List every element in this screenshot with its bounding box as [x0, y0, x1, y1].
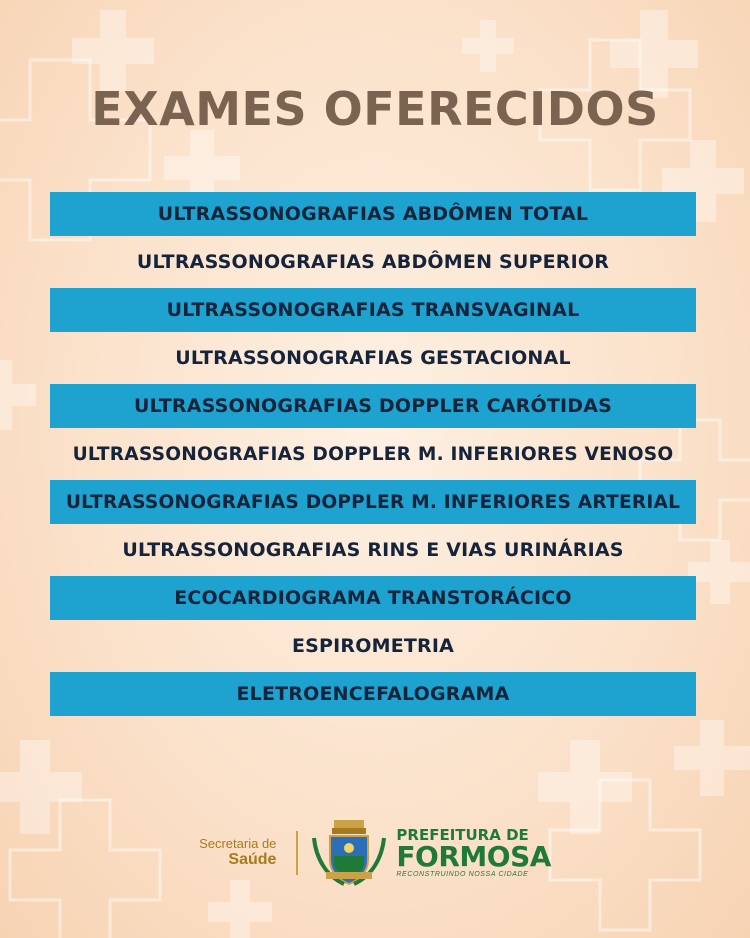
exam-item: ULTRASSONOGRAFIAS RINS E VIAS URINÁRIAS	[122, 539, 624, 561]
exam-item: ULTRASSONOGRAFIAS ABDÔMEN SUPERIOR	[136, 251, 610, 273]
footer-logos	[0, 818, 750, 888]
exam-item: ULTRASSONOGRAFIAS GESTACIONAL	[175, 347, 571, 369]
exam-item: ULTRASSONOGRAFIAS DOPPLER CARÓTIDAS	[50, 384, 696, 428]
exam-item: ULTRASSONOGRAFIAS DOPPLER M. INFERIORES ARTERIAL	[50, 480, 696, 524]
prefeitura-line1: PREFEITURA DE	[396, 826, 529, 844]
secretaria-line2: Saúde	[228, 851, 277, 869]
prefeitura-line2: FORMOSA	[396, 840, 551, 873]
exam-item: ECOCARDIOGRAMA TRANSTORÁCICO	[50, 576, 696, 620]
exam-list	[50, 192, 696, 720]
prefeitura-logo	[396, 828, 551, 878]
secretaria-line1: Secretaria de	[199, 836, 277, 852]
exam-item: ESPIROMETRIA	[291, 635, 455, 657]
exam-item: ULTRASSONOGRAFIAS DOPPLER M. INFERIORES VENOSO	[72, 443, 674, 465]
exam-item: ULTRASSONOGRAFIAS ABDÔMEN TOTAL	[50, 192, 696, 236]
prefeitura-slogan: RECONSTRUINDO NOSSA CIDADE	[396, 871, 529, 878]
exam-item: ULTRASSONOGRAFIAS TRANSVAGINAL	[50, 288, 696, 332]
exam-item: ELETROENCEFALOGRAMA	[50, 672, 696, 716]
page-title: EXAMES OFERECIDOS	[91, 82, 659, 136]
city-coat-of-arms-icon	[308, 818, 390, 888]
logo-divider	[296, 831, 298, 875]
secretaria-logo	[199, 837, 276, 869]
